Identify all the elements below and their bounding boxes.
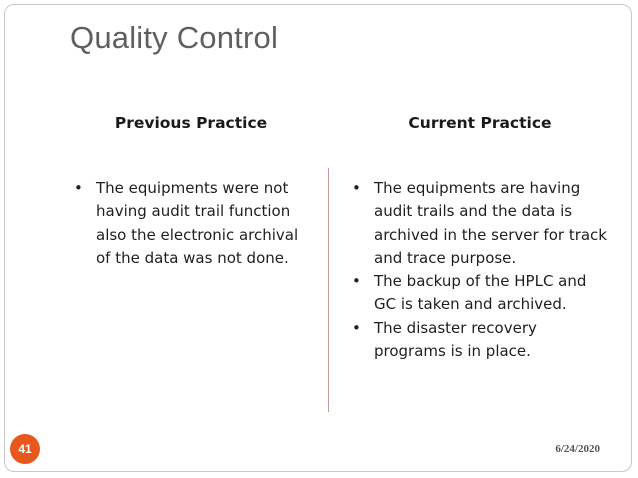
current-practice-list [348, 177, 610, 363]
slide-number-badge: 41 [10, 434, 40, 464]
list-item [348, 317, 610, 364]
bullet-icon: • [74, 179, 83, 197]
previous-practice-heading: Previous Practice [114, 114, 268, 132]
bullet-icon: • [352, 179, 361, 197]
bullet-icon: • [352, 272, 361, 291]
slide-date: 6/24/2020 [555, 443, 600, 455]
current-practice-heading: Current Practice [408, 114, 552, 132]
list-item-text: The disaster recovery programs is in place. [374, 318, 537, 361]
list-item-text: The backup of the HPLC and GC is taken and archived. [374, 272, 587, 314]
bullet-icon: • [352, 318, 361, 337]
list-item-text: The equipments are having audit trails and the data is archived in the server for track and trace purpose. [374, 179, 607, 267]
list-item [348, 177, 610, 270]
list-item-text: The equipments were not having audit trail function also the electronic archival of the data was not done. [96, 179, 299, 267]
slide-title: Quality Control [70, 20, 279, 55]
list-item [348, 270, 610, 317]
previous-practice-list [70, 177, 315, 270]
column-divider [328, 168, 329, 412]
list-item [70, 177, 315, 270]
